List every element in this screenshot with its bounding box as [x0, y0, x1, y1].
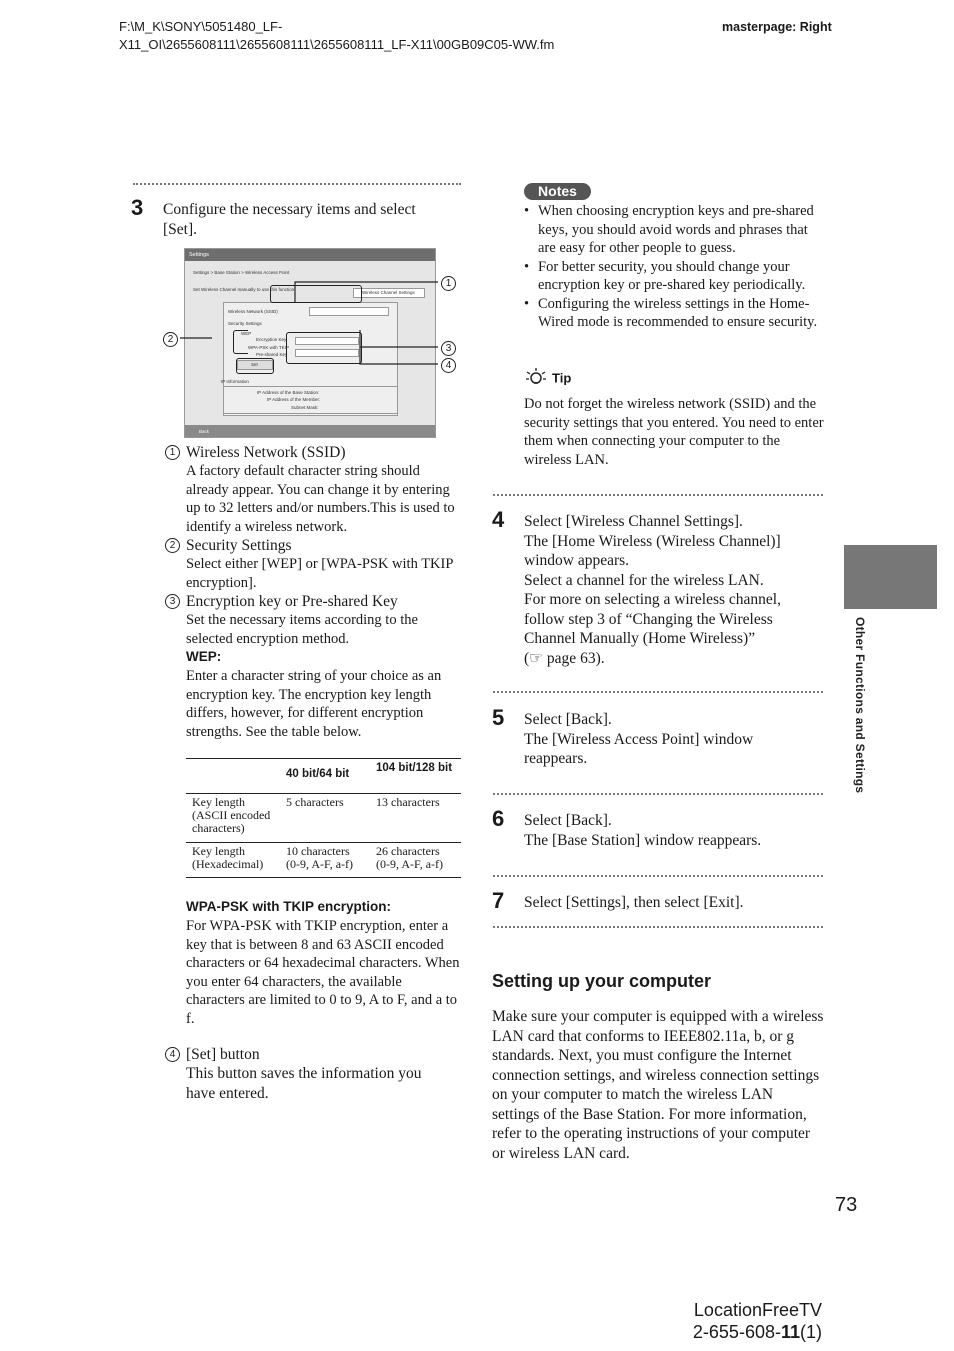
step-line: follow step 3 of “Changing the Wireless [524, 610, 773, 628]
step7-text [524, 893, 824, 913]
screenshot-breadcrumb: Settings > Base Station > Wireless Access Point [193, 270, 290, 275]
side-tab-label: Other Functions and Settings [853, 617, 867, 794]
back-button[interactable]: Back [199, 429, 210, 434]
file-path-line2: X11_OI\2655608111\2655608111\2655608111_LF-X11\00GB09C05-WW.fm [119, 37, 555, 52]
step-line: The [Home Wireless (Wireless Channel)] [524, 532, 781, 550]
step-number: 6 [492, 806, 505, 831]
screenshot-titlebar [185, 249, 435, 261]
page-number: 73 [835, 1194, 858, 1216]
step-line: The [Wireless Access Point] window [524, 730, 754, 748]
divider [133, 183, 461, 185]
wpa-desc: For WPA-PSK with TKIP encryption, enter a key that is between 8 and 63 ASCII encoded characters or 64 hexadecimal characters. When you enter 64 characters, the available characters are limited to 0 to 9, A to F, and a to f. [186, 918, 460, 1027]
ip-base-label: IP Address of the Base Station: [257, 390, 320, 395]
divider [493, 793, 823, 795]
step5-text [524, 710, 824, 769]
wep-option[interactable]: WEP [241, 331, 252, 336]
notes-badge: Notes [524, 183, 591, 200]
side-tab-block [844, 545, 937, 609]
note-item: • When choosing encryption keys and pre-shared keys, you should avoid words and phrases that are easy for other people to guess. [524, 202, 824, 258]
callout-number: 1 [441, 276, 456, 291]
key-table-wrap [186, 758, 461, 878]
step3-line: [Set]. [163, 220, 198, 238]
step3-text [163, 200, 461, 239]
wep-desc: Enter a character string of your choice as an encryption key. The encryption key length differs, however, for different encryption strengths. See the table below. [186, 668, 442, 740]
step4-text [524, 512, 824, 668]
item-desc: A factory default character string should already appear. You can change it by entering up to 32 letters and/or numbers.This is used to identify a wireless network. [186, 463, 455, 535]
divider [493, 875, 823, 877]
step-number: 7 [492, 888, 505, 913]
note-item: • Configuring the wireless settings in the Home-Wired mode is recommended to ensure security. [524, 295, 824, 332]
table-row [186, 843, 461, 878]
section-heading: Setting up your computer [492, 971, 712, 991]
table-cell: 13 characters [376, 795, 440, 809]
subnet-label: Subnet Mask: [291, 405, 319, 410]
tip-label: Tip [552, 370, 572, 386]
wep-heading: WEP: [186, 649, 222, 664]
table-header [186, 759, 280, 794]
step-line: The [Base Station] window reappears. [524, 831, 762, 849]
step-line: For more on selecting a wireless channel, [524, 591, 781, 608]
step6-text [524, 811, 824, 850]
ssid-label: Wireless Network (SSID) [228, 309, 278, 314]
table-cell: 10 characters (0-9, A-F, a-f) [286, 844, 354, 871]
callout-box-key [286, 332, 362, 364]
step3-line: Configure the necessary items and select [163, 201, 416, 218]
section-body: Make sure your computer is equipped with a wireless LAN card that conforms to IEEE802.11a, b, or g standards. Next, you must configure the Internet connection settings, and wireless connection settings on your computer to match the wireless LAN settings of the Base Station. For more information, refer to the operating instructions of your computer or wireless LAN card. [492, 1008, 824, 1162]
note-item: • For better security, you should change your encryption key or pre-shared key periodically. [524, 258, 824, 295]
tip-heading [524, 367, 571, 389]
table-cell: Key length (Hexadecimal) [192, 844, 264, 871]
tip-text: Do not forget the wireless network (SSID) and the security settings that you entered. You need to enter them when connecting your computer to the wireless LAN. [524, 396, 824, 468]
callout-line-3 [360, 330, 438, 347]
screenshot-footer [185, 425, 435, 437]
step-number: 4 [492, 507, 505, 532]
preshared-label: Pre-shared Key [256, 352, 288, 357]
file-path-line1: F:\M_K\SONY\5051480_LF- [119, 19, 283, 34]
step-number: 3 [131, 195, 144, 220]
ip-member-label: IP Address of the Member: [267, 397, 321, 402]
channel-button-label: Wireless Channel Settings [362, 290, 415, 295]
table-header-row [186, 759, 461, 794]
item-title: Wireless Network (SSID) [186, 444, 346, 461]
callout-box-set [236, 358, 274, 374]
table-header: 104 bit/128 bit [376, 762, 453, 774]
step-number: 5 [492, 705, 505, 730]
notes-list [524, 202, 824, 332]
item-number: 2 [165, 538, 180, 553]
callout-number: 4 [441, 358, 456, 373]
divider [493, 691, 823, 693]
item-number: 1 [165, 445, 180, 460]
callout-number: 3 [441, 341, 456, 356]
table-cell: 26 characters (0-9, A-F, a-f) [376, 844, 444, 871]
divider [493, 926, 823, 928]
item-number: 4 [165, 1047, 180, 1062]
footer-code [660, 1321, 822, 1343]
step-line: Select [Settings], then select [Exit]. [524, 894, 744, 911]
step-line: reappears. [524, 750, 588, 767]
code-suffix: (1) [800, 1322, 822, 1342]
footer-product [686, 1299, 822, 1321]
wpa-heading: WPA-PSK with TKIP encryption: [186, 899, 392, 914]
product-name: LocationFreeTV [693, 1300, 822, 1320]
key-table [186, 758, 461, 878]
callout-line-4 [360, 347, 438, 364]
item-desc: Set the necessary items according to the selected encryption method. [186, 612, 418, 647]
file-path [119, 18, 639, 54]
code-bold: 11 [780, 1322, 800, 1342]
item-desc: Select either [WEP] or [WPA-PSK with TKIP encryption]. [186, 556, 453, 591]
item-title: [Set] button [186, 1046, 260, 1063]
item-number: 3 [165, 594, 180, 609]
item-title: Security Settings [186, 537, 292, 554]
step-line: (☞ page 63). [524, 649, 605, 667]
divider [493, 494, 823, 496]
ip-info-label: IP Information [221, 379, 249, 384]
step-line: Select [Back]. [524, 812, 612, 829]
callout-number: 2 [163, 332, 178, 347]
masterpage-label: masterpage: Right [722, 20, 832, 34]
step-line: Select a channel for the wireless LAN. [524, 571, 764, 589]
table-header: 40 bit/64 bit [286, 768, 350, 780]
item-title: Encryption key or Pre-shared Key [186, 593, 398, 610]
step-line: window appears. [524, 552, 630, 569]
step-line: Select [Back]. [524, 711, 612, 728]
item-desc: This button saves the information you have entered. [186, 1065, 422, 1102]
step-line: Channel Manually (Home Wireless)” [524, 630, 756, 647]
table-cell: 5 characters [286, 795, 344, 809]
security-label: Security Settings [228, 321, 262, 326]
callout-box-ssid [270, 285, 362, 303]
wpa-option[interactable]: WPA-PSK with TKIP [248, 345, 289, 350]
table-row [186, 794, 461, 843]
step-line: Select [Wireless Channel Settings]. [524, 513, 743, 530]
callout-bracket-security [233, 330, 248, 354]
set-button-label: Set [251, 362, 258, 367]
enc-key-label: Encryption Key [256, 337, 287, 342]
screenshot-title: Settings [189, 252, 209, 258]
screenshot-instruction: Set Wireless Channel manually to use this function: [193, 287, 296, 292]
code-prefix: 2-655-608- [692, 1322, 781, 1342]
lightbulb-icon [524, 367, 548, 389]
table-cell: Key length (ASCII encoded characters) [192, 795, 271, 835]
